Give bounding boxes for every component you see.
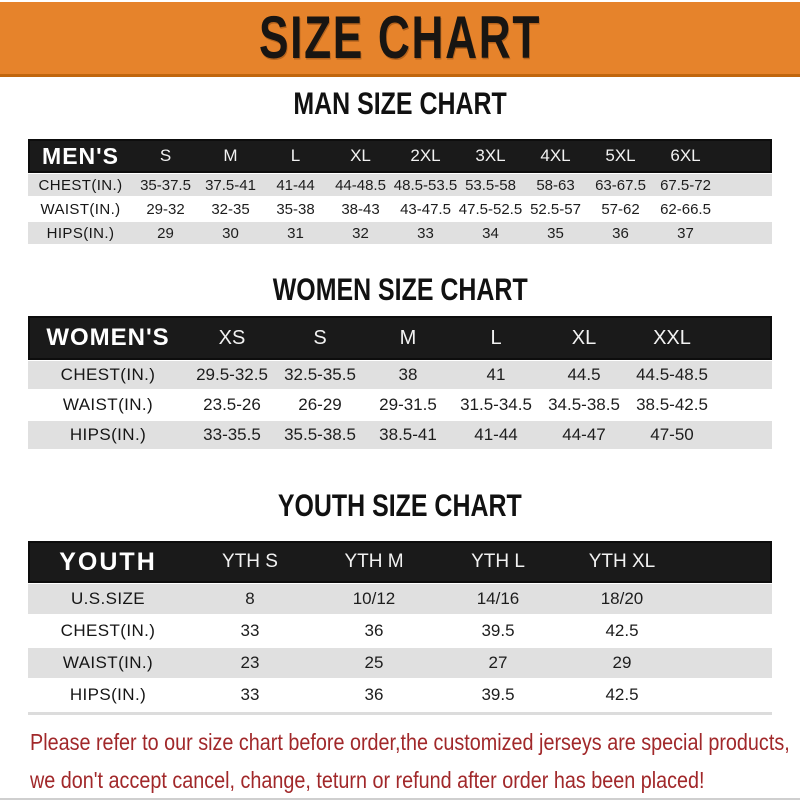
size-value-cell: 23 bbox=[240, 653, 260, 672]
disclaimer-line-2 bbox=[30, 763, 800, 800]
table-row bbox=[28, 361, 772, 389]
size-value-cell: 32-35 bbox=[211, 200, 250, 218]
size-column-header: M bbox=[399, 326, 417, 349]
size-value-cell: 37 bbox=[677, 224, 694, 242]
size-column-header: YTH L bbox=[471, 551, 525, 572]
table-header-label: YOUTH bbox=[59, 547, 157, 576]
table-rows bbox=[28, 174, 772, 244]
section-women-size-chart bbox=[0, 274, 800, 449]
size-value-cell: 31 bbox=[287, 224, 304, 242]
size-value-cell: 18/20 bbox=[600, 589, 644, 608]
section-man-size-chart bbox=[0, 88, 800, 244]
size-column-header: M bbox=[223, 146, 238, 165]
header-spacer bbox=[684, 541, 772, 583]
size-value-cell: 37.5-41 bbox=[205, 176, 256, 194]
size-value-cell: 36 bbox=[612, 224, 629, 242]
size-column-header: L bbox=[490, 326, 502, 349]
size-value-cell: 33 bbox=[240, 685, 260, 704]
table-row bbox=[28, 648, 772, 678]
row-spacer bbox=[716, 361, 772, 389]
row-spacer bbox=[718, 198, 772, 220]
row-spacer bbox=[718, 222, 772, 244]
size-value-cell: 53.5-58 bbox=[465, 176, 516, 194]
size-value-cell: 8 bbox=[245, 589, 255, 608]
size-value-cell: 67.5-72 bbox=[660, 176, 711, 194]
table-header-bar bbox=[28, 139, 772, 173]
header-spacer bbox=[718, 139, 772, 173]
size-value-cell: 39.5 bbox=[481, 685, 515, 704]
size-value-cell: 47.5-52.5 bbox=[458, 200, 523, 218]
row-spacer bbox=[684, 616, 772, 646]
header-spacer bbox=[716, 316, 772, 360]
size-column-header: 3XL bbox=[475, 146, 506, 165]
size-value-cell: 36 bbox=[364, 621, 384, 640]
size-value-cell: 58-63 bbox=[536, 176, 575, 194]
row-spacer bbox=[716, 421, 772, 449]
size-value-cell: 38.5-42.5 bbox=[636, 395, 708, 414]
size-column-header: 6XL bbox=[670, 146, 701, 165]
disclaimer-line-1 bbox=[30, 725, 800, 763]
size-value-cell: 38-43 bbox=[341, 200, 380, 218]
section-heading-text: WOMEN SIZE CHART bbox=[272, 272, 528, 308]
size-value-cell: 30 bbox=[222, 224, 239, 242]
table-row bbox=[28, 584, 772, 614]
size-table bbox=[28, 139, 772, 244]
table-rows bbox=[28, 584, 772, 710]
size-value-cell: 33-35.5 bbox=[203, 425, 261, 444]
size-chart-page bbox=[0, 2, 800, 800]
size-value-cell: 26-29 bbox=[298, 395, 342, 414]
size-chart-sections bbox=[0, 88, 800, 715]
table-row bbox=[28, 421, 772, 449]
row-spacer bbox=[718, 174, 772, 196]
table-header-bar bbox=[28, 541, 772, 583]
size-value-cell: 57-62 bbox=[601, 200, 640, 218]
size-value-cell: 35.5-38.5 bbox=[284, 425, 356, 444]
size-value-cell: 27 bbox=[488, 653, 508, 672]
table-row bbox=[28, 198, 772, 220]
row-label: HIPS(IN.) bbox=[69, 425, 147, 444]
size-column-header: XS bbox=[218, 326, 246, 349]
size-value-cell: 33 bbox=[240, 621, 260, 640]
row-label: CHEST(IN.) bbox=[60, 365, 156, 384]
row-label: WAIST(IN.) bbox=[62, 395, 154, 414]
size-column-header: YTH S bbox=[222, 551, 278, 572]
size-value-cell: 29 bbox=[612, 653, 632, 672]
size-value-cell: 29-31.5 bbox=[379, 395, 437, 414]
table-header-label: MEN'S bbox=[42, 142, 119, 169]
section-heading bbox=[0, 88, 800, 120]
size-value-cell: 44-47 bbox=[562, 425, 606, 444]
size-value-cell: 41 bbox=[486, 365, 506, 384]
size-value-cell: 25 bbox=[364, 653, 384, 672]
size-value-cell: 29-32 bbox=[146, 200, 185, 218]
table-header-label: WOMEN'S bbox=[46, 324, 170, 351]
row-label: CHEST(IN.) bbox=[60, 621, 156, 640]
size-value-cell: 42.5 bbox=[605, 685, 639, 704]
size-value-cell: 44-48.5 bbox=[335, 176, 386, 194]
row-label: WAIST(IN.) bbox=[40, 200, 121, 218]
size-value-cell: 23.5-26 bbox=[203, 395, 261, 414]
size-value-cell: 33 bbox=[417, 224, 434, 242]
table-row bbox=[28, 174, 772, 196]
size-value-cell: 44.5-48.5 bbox=[636, 365, 708, 384]
size-value-cell: 31.5-34.5 bbox=[460, 395, 532, 414]
section-heading bbox=[0, 490, 800, 522]
size-value-cell: 41-44 bbox=[276, 176, 315, 194]
size-value-cell: 35 bbox=[547, 224, 564, 242]
size-value-cell: 63-67.5 bbox=[595, 176, 646, 194]
section-heading-text: MAN SIZE CHART bbox=[293, 86, 507, 122]
size-value-cell: 38.5-41 bbox=[379, 425, 437, 444]
row-label: CHEST(IN.) bbox=[38, 176, 123, 194]
section-heading-text: YOUTH SIZE CHART bbox=[278, 488, 522, 524]
row-spacer bbox=[684, 584, 772, 614]
size-value-cell: 47-50 bbox=[650, 425, 694, 444]
size-column-header: XL bbox=[350, 146, 371, 165]
size-column-header: L bbox=[290, 146, 301, 165]
section-heading bbox=[0, 274, 800, 306]
size-value-cell: 35-38 bbox=[276, 200, 315, 218]
size-value-cell: 35-37.5 bbox=[140, 176, 191, 194]
table-row bbox=[28, 222, 772, 244]
section-youth-size-chart bbox=[0, 490, 800, 715]
size-value-cell: 32 bbox=[352, 224, 369, 242]
table-row bbox=[28, 680, 772, 710]
table-row bbox=[28, 391, 772, 419]
size-value-cell: 10/12 bbox=[352, 589, 396, 608]
row-label: WAIST(IN.) bbox=[62, 653, 154, 672]
table-header-bar bbox=[28, 316, 772, 360]
size-column-header: YTH M bbox=[344, 551, 404, 572]
row-spacer bbox=[716, 391, 772, 419]
size-column-header: 2XL bbox=[410, 146, 441, 165]
row-spacer bbox=[684, 680, 772, 710]
size-value-cell: 48.5-53.5 bbox=[393, 176, 458, 194]
row-spacer bbox=[684, 648, 772, 678]
size-value-cell: 62-66.5 bbox=[660, 200, 711, 218]
disclaimer-text-2: we don't accept cancel, change, teturn or refund after order has been placed! bbox=[30, 767, 705, 793]
title-banner bbox=[0, 2, 800, 77]
row-label: U.S.SIZE bbox=[70, 589, 146, 608]
size-column-header: 5XL bbox=[605, 146, 636, 165]
size-value-cell: 38 bbox=[398, 365, 418, 384]
size-column-header: YTH XL bbox=[588, 551, 656, 572]
size-column-header: 4XL bbox=[540, 146, 571, 165]
size-value-cell: 29 bbox=[157, 224, 174, 242]
row-label: HIPS(IN.) bbox=[46, 224, 115, 242]
size-value-cell: 14/16 bbox=[476, 589, 520, 608]
size-table bbox=[28, 316, 772, 449]
table-rows bbox=[28, 361, 772, 449]
size-column-header: S bbox=[159, 146, 172, 165]
size-value-cell: 44.5 bbox=[567, 365, 601, 384]
row-label: HIPS(IN.) bbox=[69, 685, 147, 704]
size-value-cell: 39.5 bbox=[481, 621, 515, 640]
size-table bbox=[28, 541, 772, 710]
size-value-cell: 36 bbox=[364, 685, 384, 704]
size-value-cell: 41-44 bbox=[474, 425, 518, 444]
table-bottom-shadow bbox=[28, 712, 772, 715]
disclaimer bbox=[0, 725, 800, 800]
size-value-cell: 29.5-32.5 bbox=[196, 365, 268, 384]
size-value-cell: 42.5 bbox=[605, 621, 639, 640]
size-value-cell: 32.5-35.5 bbox=[284, 365, 356, 384]
size-value-cell: 34 bbox=[482, 224, 499, 242]
size-column-header: S bbox=[313, 326, 327, 349]
size-column-header: XXL bbox=[653, 326, 691, 349]
page-title: SIZE CHART bbox=[258, 4, 542, 72]
disclaimer-text-1: Please refer to our size chart before order,the customized jerseys are special products, bbox=[30, 729, 790, 755]
table-row bbox=[28, 616, 772, 646]
size-value-cell: 52.5-57 bbox=[530, 200, 581, 218]
size-value-cell: 34.5-38.5 bbox=[548, 395, 620, 414]
size-value-cell: 43-47.5 bbox=[400, 200, 451, 218]
size-column-header: XL bbox=[571, 326, 597, 349]
